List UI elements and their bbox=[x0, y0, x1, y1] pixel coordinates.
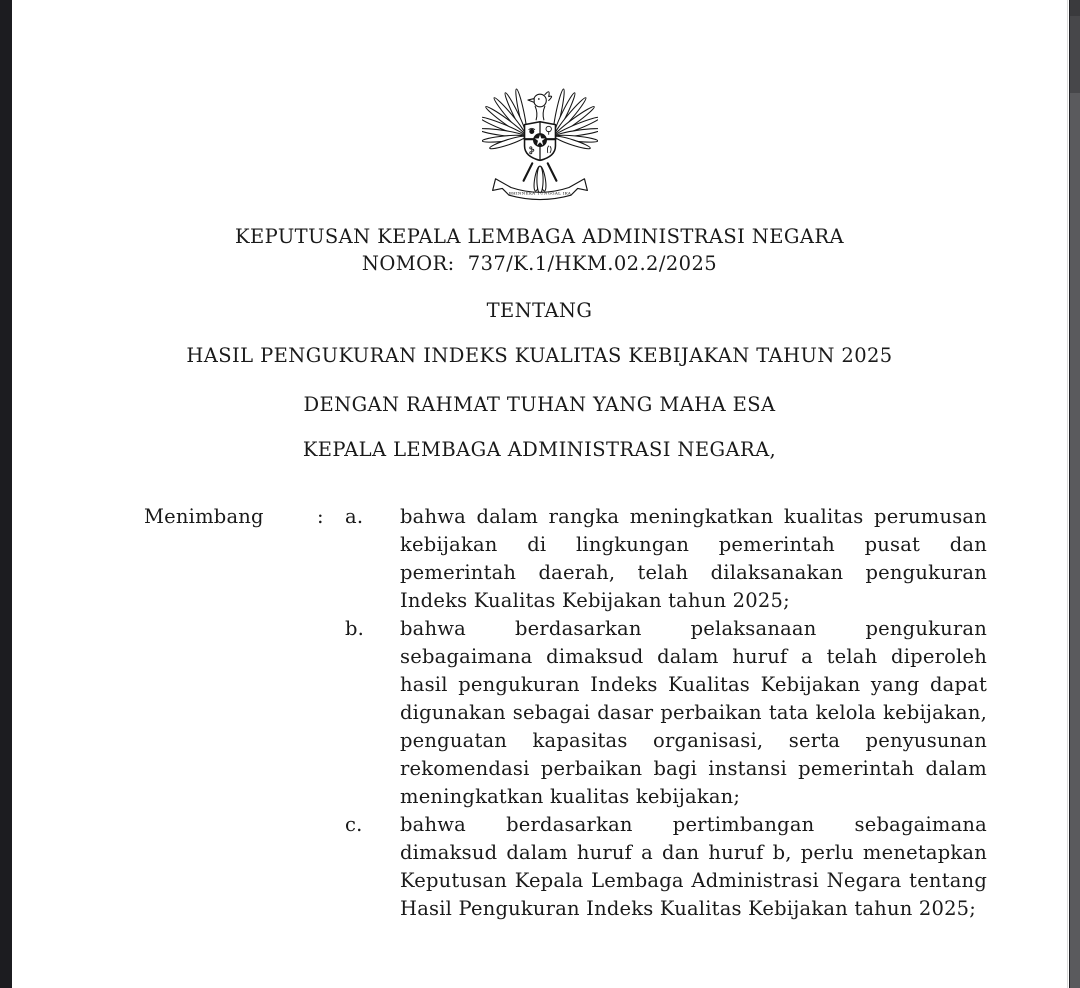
document-title-line1: KEPUTUSAN KEPALA LEMBAGA ADMINISTRASI NEGARA bbox=[235, 225, 844, 248]
item-text: bahwa berdasarkan pelaksanaan pengukuran sebagaimana dimaksud dalam huruf a telah diperoleh hasil pengukuran Indeks Kualitas Kebijakan yang dapat digunakan sebagai dasar perbaikan tata kelola kebijakan, penguatan kapasitas organisasi, serta penyusunan rekomendasi perbaikan bagi instansi pemerintah dalam meningkatkan kualitas kebijakan; bbox=[400, 617, 987, 808]
left-wing-icon bbox=[482, 88, 529, 150]
right-leg-icon bbox=[547, 163, 556, 180]
considering-colon: : bbox=[317, 505, 324, 528]
garuda-pancasila-emblem bbox=[482, 84, 598, 204]
pancasila-shield-icon bbox=[524, 122, 555, 161]
grace-line: DENGAN RAHMAT TUHAN YANG MAHA ESA bbox=[303, 393, 776, 416]
item-text: bahwa berdasarkan pertimbangan sebagaimana dimaksud dalam huruf a dan huruf b, perlu menetapkan Keputusan Kepala Lembaga Administrasi Negara tentang Hasil Pengukuran Indeks Kualitas Kebijakan tahun 2025; bbox=[400, 813, 987, 920]
garuda-head-icon bbox=[527, 92, 551, 107]
scrollbar-thumb[interactable] bbox=[1070, 93, 1080, 988]
right-wing-icon bbox=[551, 88, 598, 150]
bull-head-icon bbox=[529, 129, 534, 134]
item-letter: b. bbox=[345, 617, 365, 640]
document-subject: HASIL PENGUKURAN INDEKS KUALITAS KEBIJAKAN TAHUN 2025 bbox=[186, 344, 893, 367]
ribbon-motto-text: BHINNEKA TUNGGAL IKA bbox=[508, 190, 571, 196]
considering-section bbox=[144, 503, 987, 923]
neck-icon bbox=[535, 106, 545, 120]
about-label: TENTANG bbox=[486, 299, 593, 322]
considering-item-c bbox=[345, 811, 987, 923]
item-text: bahwa dalam rangka meningkatkan kualitas perumusan kebijakan di lingkungan pemerintah pusat dan pemerintah daerah, telah dilaksanakan pengukuran Indeks Kualitas Kebijakan tahun 2025; bbox=[400, 505, 987, 612]
item-letter: c. bbox=[345, 813, 363, 836]
scrollbar-track-top[interactable] bbox=[1070, 0, 1080, 16]
document-page bbox=[12, 0, 1068, 988]
item-letter: a. bbox=[345, 505, 364, 528]
considering-item-b bbox=[345, 615, 987, 811]
tail-feathers-icon bbox=[532, 166, 547, 194]
issuer-line: KEPALA LEMBAGA ADMINISTRASI NEGARA, bbox=[302, 438, 777, 461]
viewer-left-edge-bar bbox=[0, 0, 12, 988]
document-number: NOMOR: 737/K.1/HKM.02.2/2025 bbox=[361, 252, 718, 275]
considering-items bbox=[345, 503, 987, 923]
considering-item-a bbox=[345, 503, 987, 615]
left-leg-icon bbox=[523, 163, 532, 180]
considering-label: Menimbang bbox=[144, 505, 264, 528]
document-title-block bbox=[12, 223, 1067, 277]
vertical-scrollbar[interactable] bbox=[1069, 0, 1080, 988]
